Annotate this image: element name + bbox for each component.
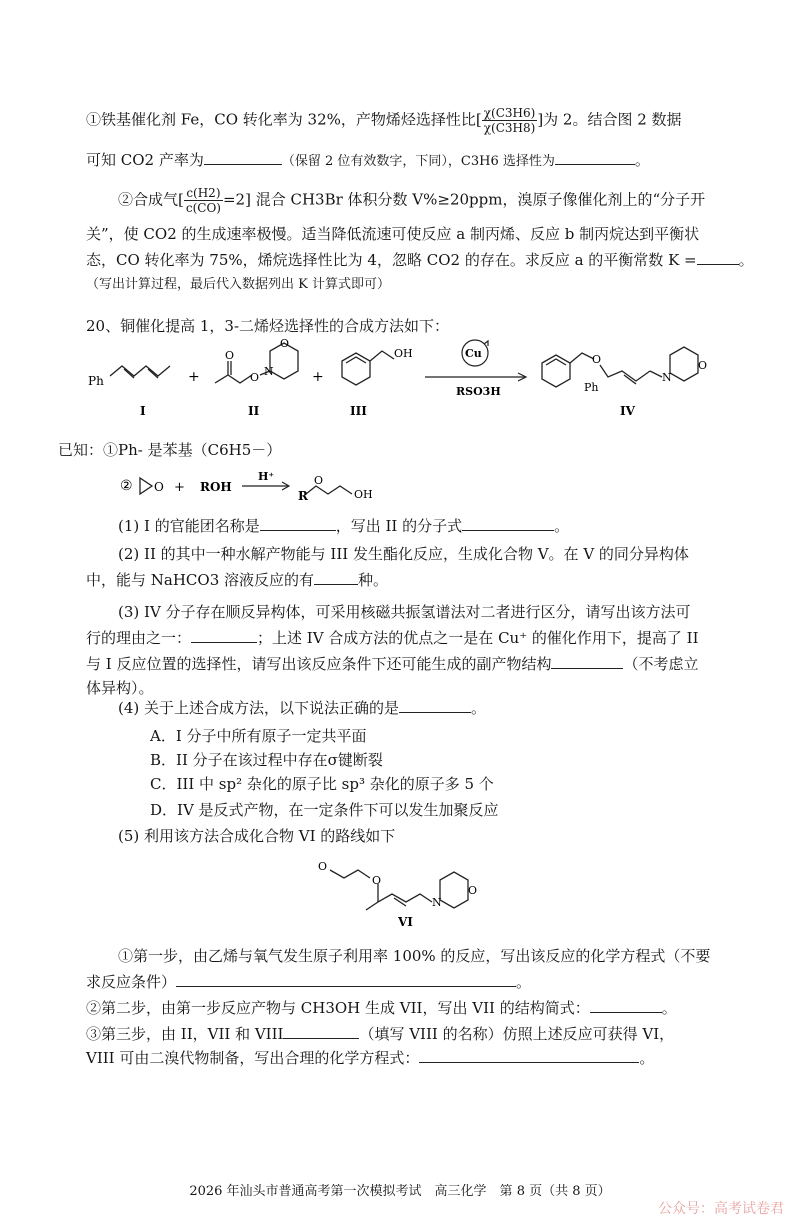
sub-question-3-line-3: 与 I 反应位置的选择性，请写出该反应条件下还可能生成的副产物结构 （不考虑立 — [86, 652, 726, 676]
label-i: I — [140, 404, 146, 418]
answer-blank-3a[interactable] — [191, 626, 257, 643]
sub-question-2-line-1: (2) II 的其中一种水解产物能与 III 发生酯化反应，生成化合物 V。在 V 的同分异构体 — [118, 545, 689, 563]
q19-line-3: ②合成气[ $\frac{c(H2)}{c(CO)}$ =2] 混合 CH3Br 体积分数 V%≥20ppm，溴原子像催化剂上的“分子开 — [118, 186, 706, 215]
sub-question-4: (4) 关于上述合成方法，以下说法正确的是 。 — [118, 696, 758, 720]
answer-blank-co2-yield[interactable] — [204, 148, 282, 165]
answer-blank-step3b[interactable] — [419, 1046, 639, 1063]
sub-question-2-line-2: 中，能与 NaHCO3 溶液反应的有 种。 — [86, 568, 726, 592]
q19-line-5: 态，CO 转化率为 75%，烯烷选择性比为 4，忽略 CO2 的存在。求反应 a 的平衡常数 K = 。 — [86, 248, 726, 272]
step-3-line-2: VIII 可由二溴代物制备，写出合理的化学方程式： 。 — [86, 1046, 726, 1070]
option-d: D．IV 是反式产物，在一定条件下可以发生加聚反应 — [150, 801, 499, 819]
sub-question-3-line-4: 体异构）。 — [86, 679, 154, 697]
iv-ring-o: O — [698, 359, 708, 372]
iv-n: N — [662, 371, 672, 384]
compound-vi-structure — [308, 852, 498, 932]
answer-blank-4[interactable] — [399, 696, 471, 713]
step-3-line-1: ③第三步，由 II，VII 和 VIII （填写 VIII 的名称）仿照上述反应可获得 VI， — [86, 1022, 726, 1046]
sub-question-1: (1) I 的官能团名称是 ，写出 II 的分子式 。 — [118, 514, 758, 538]
iv-o: O — [592, 353, 602, 366]
label-ii: II — [248, 404, 260, 418]
compound-i — [110, 366, 170, 378]
step-2: ②第二步，由第一步反应产物与 CH3OH 生成 VII，写出 VII 的结构简式： 。 — [86, 996, 726, 1020]
plus-2: + — [312, 369, 324, 385]
known-2-plus: + — [174, 480, 185, 495]
q19-line-1: ①铁基催化剂 Fe，CO 转化率为 32%，产物烯烃选择性比[ $\frac{\chi(C3H6)}{\chi(C3H8)}$ ]为 2。结合图 2 数据 — [86, 106, 682, 135]
q19-line-4: 关”，使 CO2 的生成速率极慢。适当降低流速可使反应 a 制丙烯、反应 b 制丙烷达到平衡状 — [86, 225, 700, 243]
label-vi: VI — [398, 915, 413, 929]
answer-blank-2[interactable] — [314, 568, 358, 585]
ii-n: N — [264, 365, 274, 378]
ii-ester-o: O — [250, 371, 260, 384]
step-1-line-2: 求反应条件） 。 — [86, 970, 726, 994]
sub-question-3-line-2: 行的理由之一： ；上述 IV 合成方法的优点之一是在 Cu⁺ 的催化作用下，提高了 II — [86, 626, 726, 650]
sub-question-5: (5) 利用该方法合成化合物 VI 的路线如下 — [118, 827, 396, 845]
label-iii: III — [350, 404, 367, 418]
known-2-reaction — [118, 464, 408, 504]
selectivity-fraction: $\frac{\chi(C3H6)}{\chi(C3H8)}$ — [483, 106, 536, 135]
answer-blank-c3h6-selectivity[interactable] — [555, 148, 635, 165]
main-reaction-scheme — [80, 333, 730, 423]
ii-carbonyl-o: O — [225, 349, 235, 362]
step-1-line-1: ①第一步，由乙烯与氧气发生原子利用率 100% 的反应，写出该反应的化学方程式（不要 — [118, 947, 711, 965]
label-iv: IV — [620, 404, 635, 418]
epoxide-o: O — [154, 480, 164, 494]
plus-1: + — [188, 369, 200, 385]
q19-line-2: 可知 CO2 产率为 （保留 2 位有效数字，下同），C3H6 选择性为 。 — [86, 148, 726, 174]
option-b: B．II 分子在该过程中存在σ键断裂 — [150, 751, 383, 769]
iv-ph: Ph — [584, 381, 599, 394]
ph-label: Ph — [88, 374, 104, 388]
product-r: R — [298, 489, 308, 503]
answer-blank-step2[interactable] — [590, 996, 662, 1013]
iii-oh: OH — [394, 347, 413, 360]
q19-line-6: （写出计算过程，最后代入数据列出 K 计算式即可） — [86, 277, 390, 292]
vi-o2: O — [372, 874, 382, 887]
product-o: O — [314, 474, 324, 487]
option-c: C．III 中 sp² 杂化的原子比 sp³ 杂化的原子多 5 个 — [150, 775, 494, 793]
syngas-fraction: $\frac{c(H2)}{c(CO)}$ — [185, 186, 221, 215]
option-a: A．I 分子中所有原子一定共平面 — [150, 727, 367, 745]
known-2-num: ② — [120, 478, 133, 494]
compound-iv — [542, 347, 698, 387]
answer-blank-1a[interactable] — [260, 514, 336, 531]
page-footer: 2026 年汕头市普通高考第一次模拟考试 高三化学 第 8 页（共 8 页） — [189, 1184, 611, 1199]
q20-stem: 20、铜催化提高 1，3-二烯烃选择性的合成方法如下： — [86, 317, 450, 335]
known-1: 已知：①Ph- 是苯基（C6H5－） — [58, 441, 282, 459]
ii-ring-o: O — [280, 337, 290, 350]
answer-blank-3b[interactable] — [551, 652, 623, 669]
answer-blank-1b[interactable] — [462, 514, 554, 531]
vi-o1: O — [318, 860, 328, 873]
answer-blank-step1[interactable] — [176, 970, 516, 987]
rso3h-label: RSO3H — [456, 385, 501, 398]
vi-n: N — [432, 896, 442, 909]
vi-ring-o: O — [468, 884, 478, 897]
h-plus: H⁺ — [258, 470, 275, 483]
roh: ROH — [200, 480, 232, 494]
product-oh: OH — [354, 488, 373, 501]
sub-question-3-line-1: (3) IV 分子存在顺反异构体，可采用核磁共振氢谱法对二者进行区分，请写出该方法可 — [118, 603, 691, 621]
cu-catalyst: Cu — [465, 347, 482, 360]
answer-blank-step3a[interactable] — [283, 1022, 359, 1039]
watermark: 公众号：高考试卷君 — [658, 1201, 784, 1217]
compound-iii — [342, 351, 394, 385]
answer-blank-k[interactable] — [697, 248, 739, 265]
